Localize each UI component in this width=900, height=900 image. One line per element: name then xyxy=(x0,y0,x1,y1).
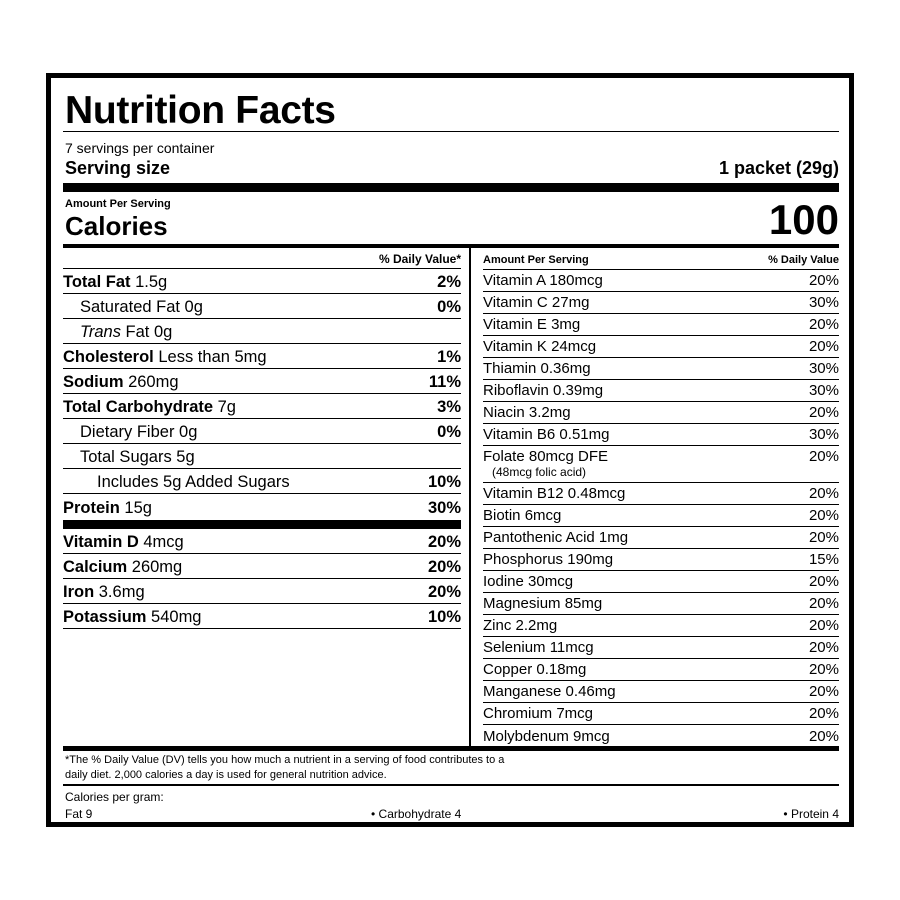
nutrient-name-italic: Trans xyxy=(80,323,121,341)
micronutrient-daily-value: 20% xyxy=(808,727,839,745)
mineral-name: Iron 3.6mg xyxy=(63,583,145,601)
micronutrient-row xyxy=(483,358,839,380)
nutrient-daily-value: 1% xyxy=(437,348,461,366)
micronutrient-name: Phosphorus 190mg xyxy=(483,551,614,568)
nutrient-name: Includes 5g Added Sugars xyxy=(97,473,290,491)
nutrient-name: Total Carbohydrate 7g xyxy=(63,398,236,416)
micronutrient-row xyxy=(483,292,839,314)
micronutrient-row xyxy=(483,446,839,483)
micronutrient-column xyxy=(483,248,839,747)
nutrient-row xyxy=(63,444,461,469)
nutrient-row xyxy=(63,494,461,519)
mineral-daily-value: 10% xyxy=(427,608,461,626)
micronutrient-daily-value: 20% xyxy=(808,639,839,656)
nutrient-daily-value: 30% xyxy=(427,498,461,517)
micronutrient-row xyxy=(483,380,839,402)
cpg-protein: • Protein 4 xyxy=(783,807,839,821)
nutrient-name: Total Sugars 5g xyxy=(80,448,195,466)
micronutrient-header-amount: Amount Per Serving xyxy=(483,254,589,266)
nutrition-facts-label xyxy=(46,73,854,827)
micronutrient-name: Vitamin K 24mcg xyxy=(483,338,597,355)
micronutrient-daily-value: 20% xyxy=(808,573,839,590)
micronutrient-name: Selenium 11mcg xyxy=(483,639,594,656)
micronutrient-daily-value: 20% xyxy=(808,448,839,465)
micronutrient-row xyxy=(483,659,839,681)
serving-size-label: Serving size xyxy=(65,158,171,178)
micronutrient-daily-value: 20% xyxy=(808,316,839,333)
micronutrient-subnote: (48mcg folic acid) xyxy=(492,465,587,479)
micronutrient-name: Iodine 30mcg xyxy=(483,573,574,590)
nutrient-row xyxy=(63,319,461,344)
micronutrient-daily-value: 30% xyxy=(808,360,839,377)
nutrient-name-bold: Protein xyxy=(63,498,120,517)
nutrient-daily-value: 10% xyxy=(427,473,461,491)
mineral-name: Potassium 540mg xyxy=(63,608,202,626)
micronutrient-row xyxy=(483,703,839,725)
mineral-name: Vitamin D 4mcg xyxy=(63,533,184,551)
micronutrient-name: Vitamin B12 0.48mcg xyxy=(483,485,626,502)
micronutrient-name: Niacin 3.2mg xyxy=(483,404,571,421)
servings-per-container: 7 servings per container xyxy=(65,140,215,156)
micronutrient-name: Magnesium 85mg xyxy=(483,595,603,612)
nutrient-row xyxy=(63,294,461,319)
mineral-name-bold: Potassium xyxy=(63,608,147,626)
micronutrient-daily-value: 20% xyxy=(808,485,839,502)
micronutrient-header xyxy=(483,248,839,270)
macronutrient-column xyxy=(63,248,461,629)
nutrient-row xyxy=(63,419,461,444)
micronutrient-row xyxy=(483,681,839,703)
micronutrient-daily-value: 30% xyxy=(808,294,839,311)
micronutrient-daily-value: 30% xyxy=(808,382,839,399)
micronutrient-daily-value: 20% xyxy=(808,617,839,634)
nutrient-daily-value: 11% xyxy=(428,373,461,391)
mineral-daily-value: 20% xyxy=(427,583,461,601)
nutrient-row xyxy=(63,369,461,394)
micronutrient-name: Chromium 7mcg xyxy=(483,705,594,722)
mineral-row xyxy=(63,554,461,579)
micronutrient-header-dv: % Daily Value xyxy=(768,254,839,266)
title-rule xyxy=(63,131,839,132)
nutrient-name: Dietary Fiber 0g xyxy=(80,423,198,441)
mineral-row xyxy=(63,604,461,629)
calories-per-gram-label: Calories per gram: xyxy=(65,790,164,804)
mineral-name-bold: Iron xyxy=(63,583,95,601)
bottom-divider xyxy=(63,746,839,751)
nutrient-row xyxy=(63,344,461,369)
micronutrient-row xyxy=(483,725,839,747)
nutrient-name-bold: Sodium xyxy=(63,373,124,391)
label-content xyxy=(63,78,839,822)
micronutrient-row xyxy=(483,483,839,505)
footnote-rule xyxy=(63,784,839,786)
nutrient-name: Saturated Fat 0g xyxy=(80,298,203,316)
micronutrient-name: Pantothenic Acid 1mg xyxy=(483,529,629,546)
nutrient-name: Cholesterol Less than 5mg xyxy=(63,348,267,366)
nutrient-name: Trans Fat 0g xyxy=(80,323,173,341)
micronutrient-daily-value: 20% xyxy=(808,404,839,421)
mineral-row xyxy=(63,529,461,554)
serving-size-row xyxy=(65,158,839,180)
column-divider xyxy=(469,248,471,746)
micronutrient-name: Molybdenum 9mcg xyxy=(483,727,610,745)
mineral-name-bold: Vitamin D xyxy=(63,533,139,551)
micronutrient-name: Folate 80mcg DFE (48mcg folic acid) xyxy=(483,448,609,479)
nutrient-row xyxy=(63,469,461,494)
micronutrient-row xyxy=(483,505,839,527)
micronutrient-name: Zinc 2.2mg xyxy=(483,617,558,634)
micronutrient-row xyxy=(483,549,839,571)
micronutrient-row xyxy=(483,314,839,336)
micronutrient-row xyxy=(483,424,839,446)
cpg-carbohydrate: • Carbohydrate 4 xyxy=(371,807,462,821)
nutrient-name-bold: Total Carbohydrate xyxy=(63,398,214,416)
micronutrient-daily-value: 20% xyxy=(808,338,839,355)
micronutrient-daily-value: 20% xyxy=(808,683,839,700)
micronutrient-daily-value: 20% xyxy=(808,272,839,289)
minerals-divider xyxy=(63,520,461,529)
micronutrient-daily-value: 20% xyxy=(808,529,839,546)
mineral-daily-value: 20% xyxy=(427,533,461,551)
micronutrient-name: Riboflavin 0.39mg xyxy=(483,382,604,399)
mineral-daily-value: 20% xyxy=(427,558,461,576)
micronutrient-name: Vitamin E 3mg xyxy=(483,316,581,333)
micronutrient-name: Vitamin A 180mcg xyxy=(483,272,603,289)
nutrient-name-bold: Cholesterol xyxy=(63,348,154,366)
micronutrient-name: Copper 0.18mg xyxy=(483,661,587,678)
micronutrient-row xyxy=(483,527,839,549)
nutrient-daily-value: 3% xyxy=(437,398,461,416)
serving-size-value: 1 packet (29g) xyxy=(718,158,839,178)
micronutrient-row xyxy=(483,402,839,424)
nutrient-daily-value: 0% xyxy=(437,298,461,316)
micronutrient-row xyxy=(483,270,839,292)
amount-per-serving: Amount Per Serving xyxy=(65,198,171,210)
nutrient-daily-value: 2% xyxy=(437,273,461,291)
nutrient-name: Protein 15g xyxy=(63,498,152,517)
micronutrient-row xyxy=(483,571,839,593)
micronutrient-name: Vitamin C 27mg xyxy=(483,294,590,311)
nutrient-name: Total Fat 1.5g xyxy=(63,273,168,291)
nutrient-name-bold: Total Fat xyxy=(63,273,131,291)
nutrient-row xyxy=(63,394,461,419)
nutrient-row xyxy=(63,269,461,294)
micronutrient-daily-value: 20% xyxy=(808,595,839,612)
micronutrient-daily-value: 20% xyxy=(808,705,839,722)
micronutrient-row xyxy=(483,615,839,637)
micronutrient-daily-value: 20% xyxy=(808,507,839,524)
micronutrient-row xyxy=(483,637,839,659)
micronutrient-name: Biotin 6mcg xyxy=(483,507,562,524)
micronutrient-name: Manganese 0.46mg xyxy=(483,683,616,700)
micronutrient-row xyxy=(483,336,839,358)
micronutrient-daily-value: 30% xyxy=(808,426,839,443)
label-title: Nutrition Facts xyxy=(65,89,336,132)
mineral-name: Calcium 260mg xyxy=(63,558,183,576)
cpg-fat: Fat 9 xyxy=(65,807,93,821)
thick-divider xyxy=(63,183,839,192)
nutrient-name: Sodium 260mg xyxy=(63,373,179,391)
daily-value-footnote: *The % Daily Value (DV) tells you how much a nutrient in a serving of food contributes to a daily diet. 2,000 calories a day is used for general nutrition advice. xyxy=(65,754,505,781)
mineral-name-bold: Calcium xyxy=(63,558,128,576)
daily-value-header: % Daily Value* xyxy=(63,248,461,269)
calories-value: 100 xyxy=(768,196,839,243)
nutrient-daily-value: 0% xyxy=(437,423,461,441)
micronutrient-daily-value: 15% xyxy=(808,551,839,568)
micronutrient-name: Vitamin B6 0.51mg xyxy=(483,426,610,443)
micronutrient-row xyxy=(483,593,839,615)
mineral-row xyxy=(63,579,461,604)
micronutrient-daily-value: 20% xyxy=(808,661,839,678)
micronutrient-name: Thiamin 0.36mg xyxy=(483,360,591,377)
calories-label: Calories xyxy=(65,211,168,241)
